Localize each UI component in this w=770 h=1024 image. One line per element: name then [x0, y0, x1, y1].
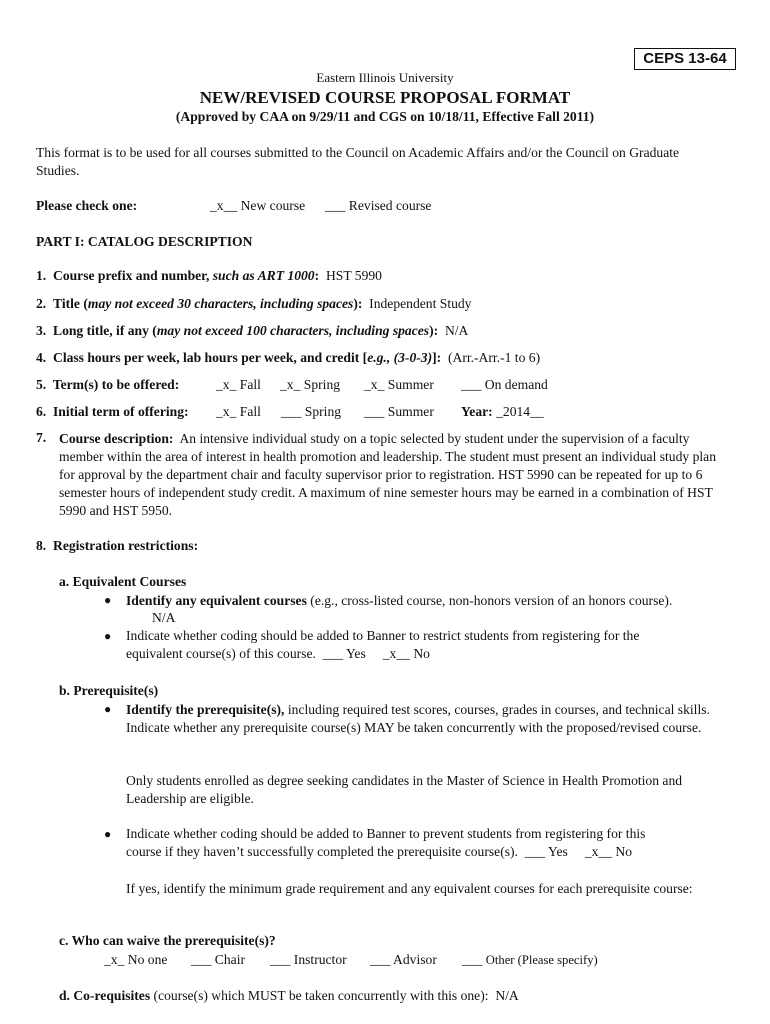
title-value: Independent Study	[369, 296, 472, 311]
description-text: An intensive individual study on a topic selected by student under the supervision of a faculty member within the area of interest in health promotion and leadership. The student must present an individual study plan for approval by the department chair and faculty supervisor prior to registration. HST 5990 can be repeated for up to 6 semester hours of independent study credit. A maximum of nine semester hours may be earned in a combination of HST 5990 and HST 5950.	[59, 431, 717, 518]
initial-spring-mark[interactable]: ___ Spring	[281, 404, 342, 419]
bullet-icon: ●	[104, 827, 112, 841]
restriction-b-bullet-2: Indicate whether coding should be added to Banner to prevent students from registering for this	[126, 826, 646, 841]
term-fall-mark[interactable]: _x_ Fall	[216, 377, 261, 392]
waive-chair-mark[interactable]: ___ Chair	[191, 952, 245, 967]
bullet-icon: ●	[104, 593, 112, 607]
waive-other-mark[interactable]: ___ Other (Please specify)	[462, 952, 598, 967]
initial-year-value: _2014__	[496, 404, 544, 419]
restriction-c-label: c. Who can waive the prerequisite(s)?	[59, 933, 276, 948]
restriction-b-bullet-2-line2: course if they haven’t successfully completed the prerequisite course(s). ___ Yes _x__ No	[126, 844, 633, 859]
waive-no-one-mark[interactable]: _x_ No one	[104, 952, 168, 967]
restriction-a-no-mark[interactable]: _x__ No	[382, 646, 430, 661]
long-title-value: N/A	[444, 323, 469, 338]
item-class-hours: 4. Class hours per week, lab hours per week, and credit [e.g., (3-0-3)]: (Arr.-Arr.-1 to 6)	[36, 350, 541, 365]
restriction-b-answer: Only students enrolled as degree seeking candidates in the Master of Science in Health Promotion and Leadership are eligible.	[126, 773, 683, 806]
class-hours-value: (Arr.-Arr.-1 to 6)	[447, 350, 541, 365]
initial-year: Year: _2014__	[461, 404, 544, 419]
restriction-b-no-mark[interactable]: _x__ No	[584, 844, 633, 859]
item-initial-term: 6. Initial term of offering:	[36, 404, 189, 419]
item-terms-offered: 5. Term(s) to be offered:	[36, 377, 180, 392]
bullet-icon: ●	[104, 702, 112, 716]
term-summer-mark[interactable]: _x_ Summer	[364, 377, 434, 392]
item-title: 2. Title (may not exceed 30 characters, including spaces): Independent Study	[36, 296, 472, 311]
page-title: NEW/REVISED COURSE PROPOSAL FORMAT	[199, 88, 571, 107]
item-course-prefix: 1. Course prefix and number, such as ART 1000: HST 5990	[36, 268, 382, 283]
restriction-a-bullet-2: Indicate whether coding should be added to Banner to restrict students from registering for the	[126, 628, 640, 643]
part1-heading: PART I: CATALOG DESCRIPTION	[36, 234, 253, 249]
restriction-a-yes-mark[interactable]: ___ Yes	[322, 646, 366, 661]
course-prefix-value: HST 5990	[325, 268, 382, 283]
waive-instructor-mark[interactable]: ___ Instructor	[270, 952, 347, 967]
restriction-b-label: b. Prerequisite(s)	[59, 683, 159, 698]
restriction-d: d. Co-requisites (course(s) which MUST be taken concurrently with this one): N/A	[59, 988, 519, 1003]
revised-course-mark[interactable]: ___ Revised course	[325, 198, 432, 213]
restriction-a-bullet-1: Identify any equivalent courses (e.g., cross-listed course, non-honors version of an honors course).	[126, 593, 673, 608]
form-id-badge: CEPS 13-64	[634, 48, 736, 70]
restriction-a-label: a. Equivalent Courses	[59, 574, 187, 589]
term-on-demand-mark[interactable]: ___ On demand	[461, 377, 548, 392]
restriction-b-bullet-1: Identify the prerequisite(s), including required test scores, courses, grades in courses, and technical skills. Indicate whether any prerequisite course(s) MAY be taken concurrently with the proposed/revised course.	[126, 702, 710, 735]
initial-summer-mark[interactable]: ___ Summer	[364, 404, 434, 419]
item-description-num: 7.	[36, 430, 47, 445]
corequisites-value: N/A	[495, 988, 519, 1003]
item-registration-restrictions: 8. Registration restrictions:	[36, 538, 199, 553]
restriction-b-if-yes: If yes, identify the minimum grade requirement and any equivalent courses for each prerequisite course:	[126, 881, 693, 896]
item-description: Course description: An intensive individual study on a topic selected by student under the supervision of a faculty member within the area of interest in health promotion and leadership. The student must present an individual study plan for approval by the department chair and faculty supervisor prior to registration. HST 5990 can be repeated for up to 6 semester hours of independent study credit. A maximum of nine semester hours may be earned in a combination of HST 5990 and HST 5950.	[59, 431, 717, 518]
restriction-b-yes-mark[interactable]: ___ Yes	[524, 844, 568, 859]
item-long-title: 3. Long title, if any (may not exceed 100 characters, including spaces): N/A	[36, 323, 469, 338]
intro-text: This format is to be used for all courses submitted to the Council on Academic Affairs and/or the Council on Graduate Studies.	[36, 145, 680, 178]
waive-advisor-mark[interactable]: ___ Advisor	[370, 952, 437, 967]
bullet-icon: ●	[104, 629, 112, 643]
term-spring-mark[interactable]: _x_ Spring	[280, 377, 341, 392]
university-name: Eastern Illinois University	[316, 70, 454, 85]
approval-note: (Approved by CAA on 9/29/11 and CGS on 10/18/11, Effective Fall 2011)	[175, 109, 595, 124]
check-label: Please check one:	[36, 198, 138, 213]
restriction-a-answer: N/A	[152, 610, 176, 625]
new-course-mark[interactable]: _x__ New course	[210, 198, 306, 213]
restriction-a-bullet-2-line2: equivalent course(s) of this course. ___ Yes _x__ No	[126, 646, 430, 661]
initial-fall-mark[interactable]: _x_ Fall	[216, 404, 261, 419]
